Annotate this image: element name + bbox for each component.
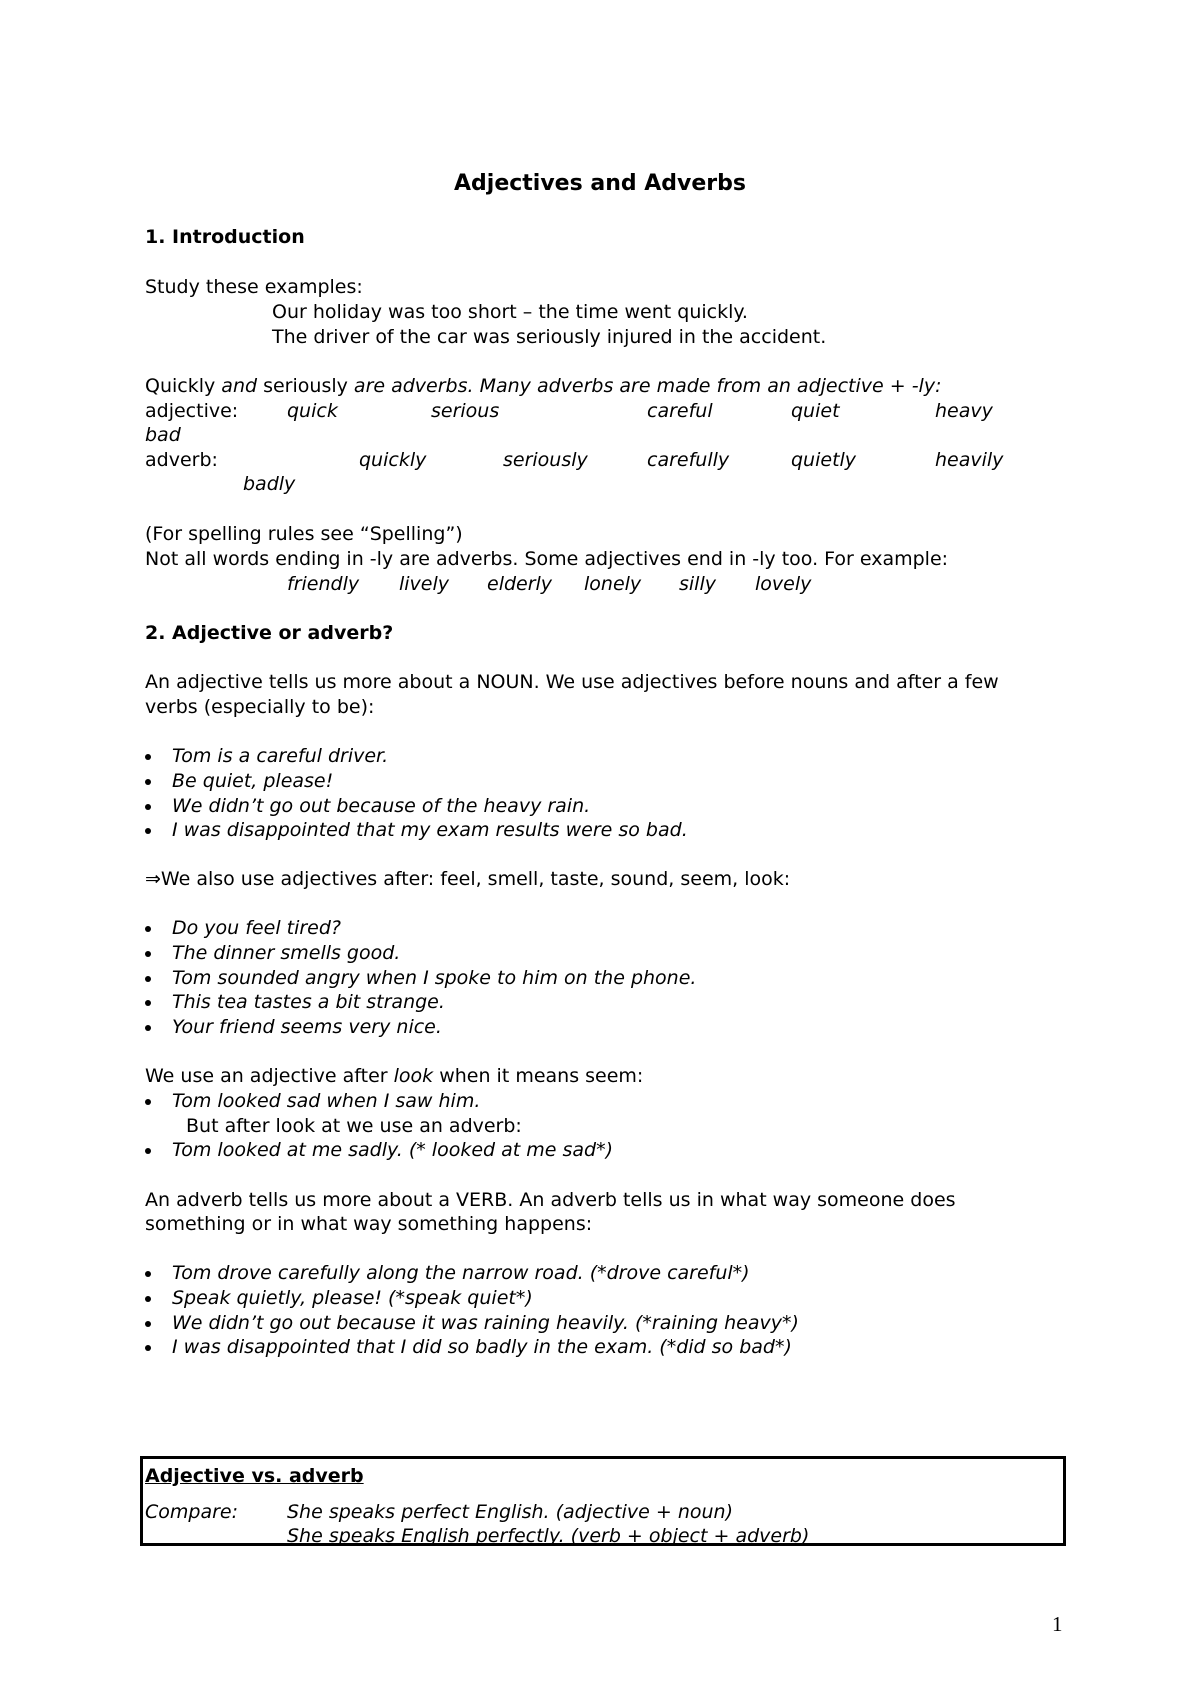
verb-paragraph-line: something or in what way something happens: (145, 1213, 593, 1235)
verb-example: I was disappointed that I did so badly in the exam. (*did so bad*) (172, 1336, 792, 1358)
page-title: Adjectives and Adverbs (454, 171, 746, 196)
verb-paragraph-line: An adverb tells us more about a VERB. An adverb tells us in what way someone does (145, 1189, 956, 1211)
bullet-icon (145, 1271, 151, 1277)
ly-adjective-word: lively (399, 573, 450, 595)
feel-example: Do you feel tired? (172, 917, 342, 939)
adverb-rule-text: are adverbs. Many adverbs are made from an adjective + -ly: (353, 375, 942, 397)
feel-example: This tea tastes a bit strange. (172, 991, 445, 1013)
verb-example: Speak quietly, please! (*speak quiet*) (172, 1287, 533, 1309)
ly-adjective-word: elderly (487, 573, 553, 595)
ly-adjective-word: friendly (287, 573, 360, 595)
bullet-icon (145, 1025, 151, 1031)
bullet-icon (145, 804, 151, 810)
feel-example: Tom sounded angry when I spoke to him on the phone. (172, 967, 697, 989)
bullet-icon (145, 1099, 151, 1105)
bullet-icon (145, 779, 151, 785)
feel-example: The dinner smells good. (172, 942, 401, 964)
noun-example: Be quiet, please! (172, 770, 334, 792)
compare-label: Compare: (145, 1501, 239, 1523)
bullet-icon (145, 754, 151, 760)
adjective-label: adjective: (145, 400, 239, 422)
ly-adjective-word: lonely (584, 573, 642, 595)
ly-note: Not all words ending in -ly are adverbs. Some adjectives end in -ly too. For example: (145, 548, 949, 570)
comparison-heading: Adjective vs. adverb (145, 1465, 364, 1487)
adverb-word: heavily (935, 449, 1004, 471)
section-heading-introduction: 1. Introduction (145, 226, 305, 248)
adverb-word: seriously (503, 449, 588, 471)
adverb-label: adverb: (145, 449, 218, 471)
adjective-word: heavy (935, 400, 993, 422)
feel-example: Your friend seems very nice. (172, 1016, 442, 1038)
look-at-line: But after look at we use an adverb: (186, 1115, 522, 1137)
look-line (145, 1064, 643, 1088)
noun-example: Tom is a careful driver. (172, 745, 389, 767)
look-line-post: when it means seem: (439, 1065, 644, 1087)
bullet-icon (145, 828, 151, 834)
verb-example: Tom drove carefully along the narrow road. (*drove careful*) (172, 1262, 750, 1284)
bullet-icon (145, 1321, 151, 1327)
page-number: 1 (1052, 1612, 1063, 1636)
bullet-icon (145, 1148, 151, 1154)
adverb-word: quickly (359, 449, 427, 471)
adverb-word: badly (243, 473, 296, 495)
adjective-word: careful (647, 400, 713, 422)
noun-paragraph-line: An adjective tells us more about a NOUN. We use adjectives before nouns and after a few (145, 671, 999, 693)
look-line-pre: We use an adjective after (145, 1065, 388, 1087)
bullet-icon (145, 976, 151, 982)
bullet-icon (145, 1345, 151, 1351)
noun-example: I was disappointed that my exam results were so bad. (172, 819, 688, 841)
bullet-icon (145, 926, 151, 932)
example-sentence: The driver of the car was seriously injured in the accident. (272, 326, 827, 348)
noun-paragraph-line: verbs (especially to be): (145, 696, 375, 718)
example-sentence: Our holiday was too short – the time went quickly. (272, 301, 748, 323)
adverb-word: carefully (647, 449, 730, 471)
bullet-icon (145, 1000, 151, 1006)
bullet-icon (145, 951, 151, 957)
compare-line: She speaks perfect English. (adjective + noun) (287, 1501, 733, 1523)
look-word: look (393, 1065, 434, 1087)
adjective-word: bad (145, 424, 181, 446)
adverb-word: quietly (791, 449, 857, 471)
feel-verbs-line: ⇒We also use adjectives after: feel, smell, taste, sound, seem, look: (145, 868, 791, 890)
study-label: Study these examples: (145, 276, 363, 298)
ly-adjective-word: lovely (755, 573, 812, 595)
section-heading-adjective-or-adverb: 2. Adjective or adverb? (145, 622, 394, 644)
spelling-note: (For spelling rules see “Spelling”) (145, 523, 463, 545)
adjective-word: quick (287, 400, 338, 422)
bullet-icon (145, 1296, 151, 1302)
adverb-intro-line (145, 374, 941, 398)
look-at-example: Tom looked at me sadly. (* looked at me sad*) (172, 1139, 614, 1161)
word-seriously: seriously (263, 375, 348, 397)
noun-example: We didn’t go out because of the heavy rain. (172, 795, 591, 817)
word-quickly: Quickly (145, 375, 216, 397)
ly-adjective-word: silly (679, 573, 716, 595)
adjective-word: serious (431, 400, 500, 422)
adjective-word: quiet (791, 400, 840, 422)
verb-example: We didn’t go out because it was raining heavily. (*raining heavy*) (172, 1312, 799, 1334)
look-example: Tom looked sad when I saw him. (172, 1090, 481, 1112)
compare-line: She speaks English perfectly. (verb + object + adverb) (287, 1525, 810, 1547)
word-and: and (221, 375, 258, 397)
